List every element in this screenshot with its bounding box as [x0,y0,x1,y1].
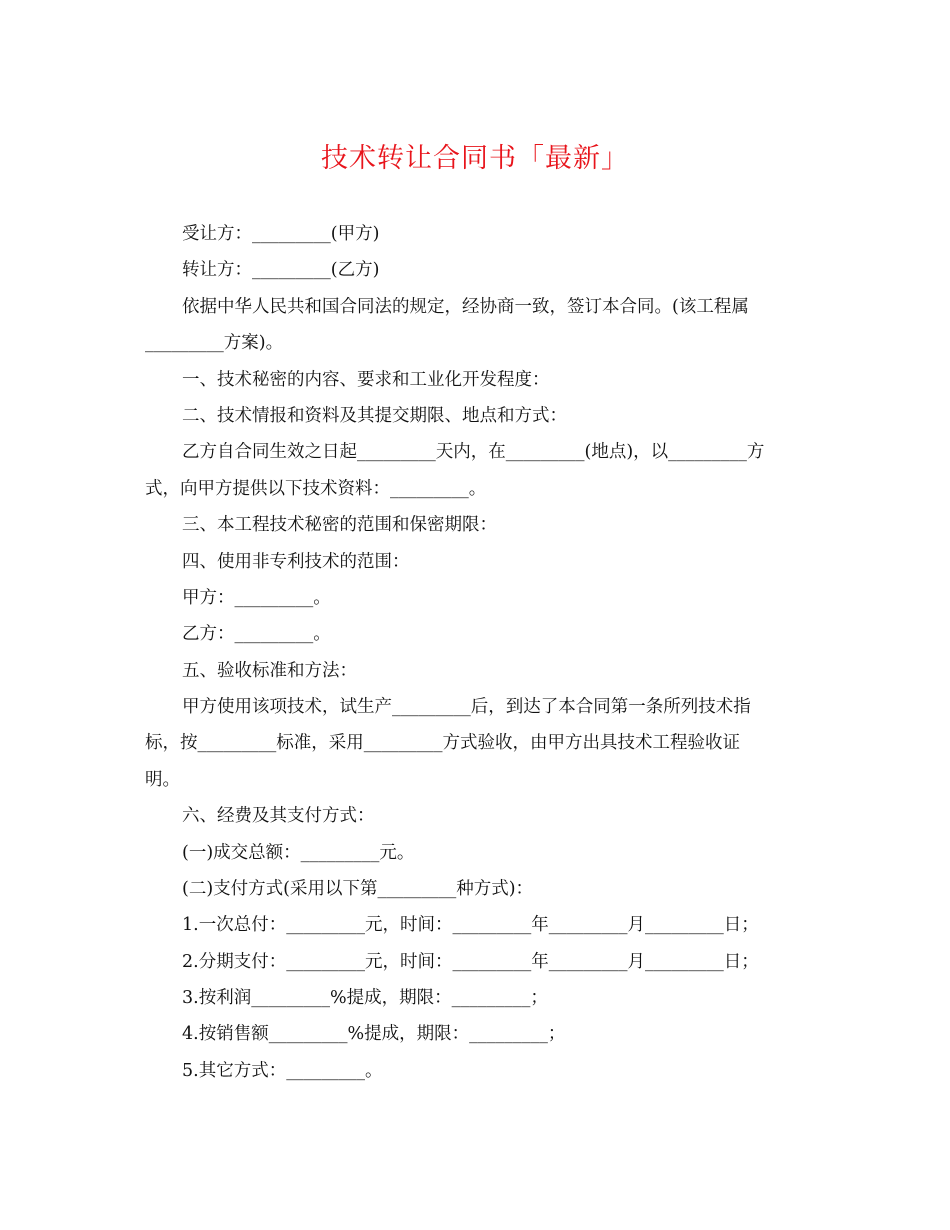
paragraph-delivery-cont: 式，向甲方提供以下技术资料：_________。 [145,479,487,499]
paragraph-payment-method: (二)支付方式(采用以下第_________种方式)： [182,879,534,899]
paragraph-preamble-cont: _________方案)。 [145,333,284,353]
payment-option-5: 5.其它方式：_________。 [182,1061,383,1081]
payment-option-1: 1.一次总付：_________元，时间：_________年_________月_________日； [182,915,759,935]
section-heading-3: 三、本工程技术秘密的范围和保密期限： [182,515,497,535]
paragraph-assignee: 受让方：_________(甲方) [182,224,380,244]
payment-option-4: 4.按销售额_________%提成，期限：_________； [182,1024,566,1044]
paragraph-party-a-scope: 甲方：_________。 [182,588,331,608]
section-heading-1: 一、技术秘密的内容、要求和工业化开发程度： [182,370,550,390]
payment-option-2: 2.分期支付：_________元，时间：_________年_________月_________日； [182,952,759,972]
paragraph-total-amount: (一)成交总额：_________元。 [182,843,415,863]
paragraph-assignor: 转让方：_________(乙方) [182,260,380,280]
paragraph-preamble: 依据中华人民共和国合同法的规定，经协商一致，签订本合同。(该工程属 [182,297,749,317]
paragraph-acceptance-cont: 标，按_________标准，采用_________方式验收，由甲方出具技术工程验收证 [145,733,740,753]
section-heading-5: 五、验收标准和方法： [182,661,357,681]
paragraph-party-b-scope: 乙方：_________。 [182,624,331,644]
section-heading-2: 二、技术情报和资料及其提交期限、地点和方式： [182,406,567,426]
paragraph-acceptance-end: 明。 [145,770,180,790]
paragraph-delivery [182,440,804,464]
paragraph-acceptance: 甲方使用该项技术，试生产_________后，到达了本合同第一条所列技术指 [182,697,751,717]
document-title: 技术转让合同书「最新」 [321,143,629,174]
section-heading-4: 四、使用非专利技术的范围： [182,552,410,572]
payment-option-3: 3.按利润_________%提成，期限：_________； [182,988,548,1008]
section-heading-6: 六、经费及其支付方式： [182,806,375,826]
paragraph-delivery-text: 乙方自合同生效之日起_________天内，在_________(地点)，以_________方 [182,442,765,462]
